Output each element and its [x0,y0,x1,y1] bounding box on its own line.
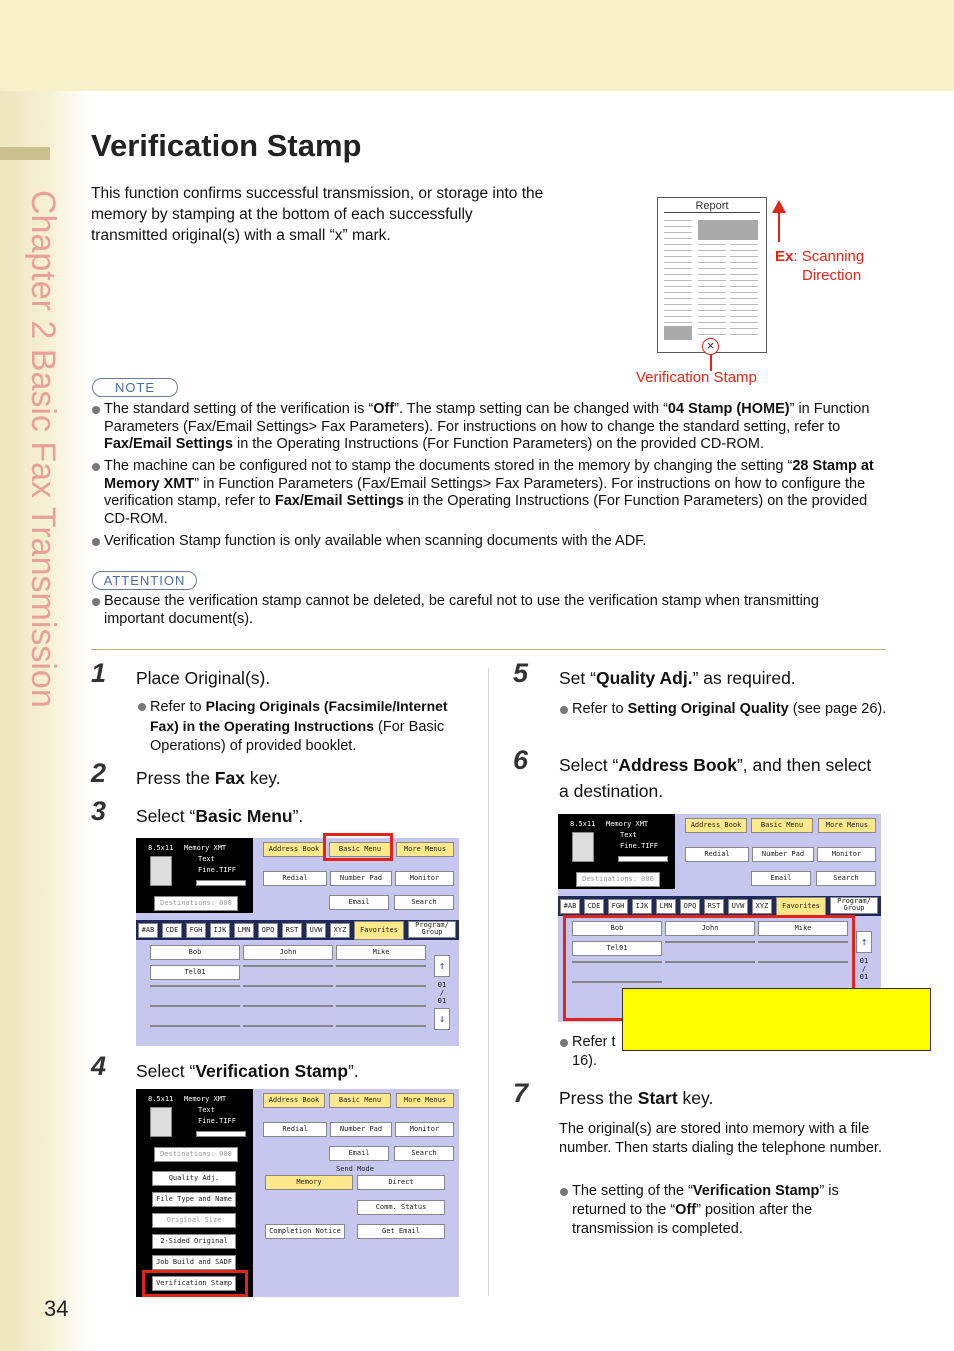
send-mode-label: Send Mode [336,1165,374,1173]
top-band [0,0,954,91]
tab-ijk[interactable]: IJK [632,899,652,914]
note-item: Verification Stamp function is only available when scanning documents with the ADF. [91,533,891,551]
comm-status-button[interactable]: Comm. Status [357,1200,445,1215]
contact-slot[interactable] [336,1025,426,1027]
scroll-down-icon[interactable]: ↓ [434,1008,450,1030]
get-email-button[interactable]: Get Email [357,1224,445,1239]
contact-bob[interactable]: Bob [150,945,240,960]
tab-rst[interactable]: RST [704,899,724,914]
tab-ijk[interactable]: IJK [210,923,230,938]
contact-slot[interactable] [243,1005,333,1007]
ex-text: : Scanning [793,248,865,265]
monitor-button[interactable]: Monitor [395,871,454,886]
highlight-verification-stamp [142,1270,248,1297]
contact-mike[interactable]: Mike [758,921,848,936]
resolution: Fine.TIFF [198,866,236,874]
tab-opq[interactable]: OPQ [680,899,700,914]
tab-opq[interactable]: OPQ [258,923,278,938]
step-text: Place Original(s). [136,668,271,688]
address-book-button[interactable]: Address Book [263,1093,325,1108]
verification-stamp-caption: Verification Stamp [636,369,757,386]
memory-mode: Memory XMT [184,1095,227,1103]
number-pad-button[interactable]: Number Pad [752,847,814,862]
tab-fgh[interactable]: FGH [608,899,628,914]
tab-favorites[interactable]: Favorites [776,897,826,916]
page-indicator: 01 / 01 [859,957,869,981]
screen-send-options [136,1089,459,1297]
contact-slot[interactable] [336,985,426,987]
section-divider [91,649,886,650]
search-button[interactable]: Search [816,871,876,886]
contact-bob[interactable]: Bob [572,921,662,936]
original-size-button[interactable]: Original Size [152,1213,236,1228]
contrast-bar [196,880,246,886]
two-sided-original-button[interactable]: 2-Sided Original [152,1234,236,1249]
monitor-button[interactable]: Monitor [395,1122,454,1137]
note-item: The machine can be configured not to stamp the documents stored in the memory by changing the setting “28 Stamp at Memory XMT” in Function Parameters (Fax/Email Settings> Fax Parameters). For instructions on how to configure the verification stamp, refer to Fax/Email Settings in the Operating Instructions (For Function Parameters) on the provided CD-ROM. [91,458,891,528]
text-mode: Text [198,855,215,863]
paper-size: 8.5x11 [148,1095,174,1103]
column-divider [488,668,489,1296]
page-title: Verification Stamp [91,128,362,163]
search-button[interactable]: Search [394,1146,454,1161]
document-icon [572,832,594,862]
basic-menu-button[interactable]: Basic Menu [329,842,391,857]
step-number: 2 [91,758,107,788]
step-number: 6 [513,745,529,775]
contact-mike[interactable]: Mike [336,945,426,960]
contrast-bar [618,856,668,862]
tab-fgh[interactable]: FGH [186,923,206,938]
more-menus-button[interactable]: More Menus [818,818,876,833]
scroll-up-icon[interactable]: ↑ [856,931,872,953]
redial-button[interactable]: Redial [685,847,749,862]
note-item: The standard setting of the verification is “Off”. The stamp setting can be changed with “04 Stamp (HOME)” in Function Parameters (Fax/Email Settings> Fax Parameters). For instructions on how to change the standard setting, refer to Fax/Email Settings in the Operating Instructions (For Function Parameters) on the provided CD-ROM. [91,401,891,454]
scroll-up-icon[interactable]: ↑ [434,955,450,977]
address-book-button[interactable]: Address Book [263,842,325,857]
report-illustration [657,197,767,353]
number-pad-button[interactable]: Number Pad [330,871,392,886]
quality-adj-button[interactable]: Quality Adj. [152,1171,236,1186]
note-badge: NOTE [92,378,178,397]
tab-uvw[interactable]: UVW [306,923,326,938]
resolution: Fine.TIFF [620,842,658,850]
destinations-counter: Destinations: 000 [576,872,660,887]
highlight-basic-menu [323,833,393,861]
step-number: 3 [91,796,107,826]
arrow-up-icon [772,200,786,213]
job-build-sadf-button[interactable]: Job Build and SADF [152,1255,236,1270]
intro-text: This function confirms successful transmission, or storage into the memory by stamping at the bottom of each successfully transmitted original(s) with a small “x” mark. [91,185,544,244]
memory-send-button[interactable]: Memory [265,1175,353,1190]
chapter-title: Chapter 2 Basic Fax Transmission [24,190,62,708]
contact-tel01[interactable]: Tel01 [572,941,662,956]
basic-menu-button[interactable]: Basic Menu [751,818,813,833]
step-number: 1 [91,658,107,688]
redial-button[interactable]: Redial [263,1122,327,1137]
tab-ab[interactable]: #AB [560,899,580,914]
memory-mode: Memory XMT [184,844,227,852]
program-group-button[interactable]: Program/ Group [408,921,456,938]
redial-button[interactable]: Redial [263,871,327,886]
paper-size: 8.5x11 [570,820,596,828]
tab-lmn[interactable]: LMN [234,923,254,938]
tab-xyz[interactable]: XYZ [330,923,350,938]
attention-badge: ATTENTION [92,571,197,590]
program-group-button[interactable]: Program/ Group [830,897,878,914]
chapter-tab-marker [0,147,50,160]
tab-cde[interactable]: CDE [584,899,604,914]
step-bullet: The setting of the “Verification Stamp” is returned to the “Off” position after the transmission is completed. [560,1182,885,1239]
contact-slot[interactable] [243,1025,333,1027]
tab-favorites[interactable]: Favorites [354,921,404,940]
direct-send-button[interactable]: Direct [357,1175,445,1190]
step-text: Set “Quality Adj.” as required. [559,668,796,688]
screen-basic-menu [136,838,459,1046]
highlight-overlay [622,988,931,1051]
step-number: 5 [513,658,529,688]
destinations-counter: Destinations: 000 [154,1147,238,1162]
more-menus-button[interactable]: More Menus [396,1093,454,1108]
destinations-counter: Destinations: 000 [154,896,238,911]
contact-slot[interactable] [150,1005,240,1007]
contact-john[interactable]: John [665,921,755,936]
paper-size: 8.5x11 [148,844,174,852]
tab-xyz[interactable]: XYZ [752,899,772,914]
tab-rst[interactable]: RST [282,923,302,938]
step-text: Press the Fax key. [136,768,281,788]
file-type-name-button[interactable]: File Type and Name [152,1192,236,1207]
more-menus-button[interactable]: More Menus [396,842,454,857]
document-icon [150,1107,172,1137]
step-text: Select “Basic Menu”. [136,806,304,826]
step-bullet: Refer t 16). [560,1033,620,1071]
search-button[interactable]: Search [394,895,454,910]
tab-lmn[interactable]: LMN [656,899,676,914]
text-mode: Text [198,1106,215,1114]
page-number: 34 [44,1296,69,1321]
step-bullet: Refer to Placing Originals (Facsimile/Internet Fax) in the Operating Instructions (For Basic Operations) of provided booklet. [138,697,468,756]
contact-slot[interactable] [243,985,333,987]
step-body: The original(s) are stored into memory with a file number. Then starts dialing the telephone number. [559,1121,882,1156]
step-text: Select “Verification Stamp”. [136,1061,359,1081]
contact-tel01[interactable]: Tel01 [150,965,240,980]
contact-slot[interactable] [243,965,333,967]
contact-slot[interactable] [336,1005,426,1007]
direction-text: Direction [802,267,862,284]
contact-slot[interactable] [336,965,426,967]
completion-notice-button[interactable]: Completion Notice [265,1224,345,1239]
address-book-button[interactable]: Address Book [685,818,747,833]
page-indicator: 01 / 01 [437,981,447,1005]
tab-cde[interactable]: CDE [162,923,182,938]
verification-stamp-button[interactable]: Verification Stamp [152,1276,236,1291]
contact-slot[interactable] [150,1025,240,1027]
contact-john[interactable]: John [243,945,333,960]
step-text: Select “Address Book”, and then select a destination. [559,755,872,801]
monitor-button[interactable]: Monitor [817,847,876,862]
email-button[interactable]: Email [751,871,811,886]
step-text: Press the Start key. [559,1088,714,1108]
number-pad-button[interactable]: Number Pad [330,1122,392,1137]
email-button[interactable]: Email [329,1146,389,1161]
stamp-mark-icon: × [702,338,719,355]
attention-item: Because the verification stamp cannot be deleted, be careful not to use the verification stamp when transmitting important document(s). [91,593,821,628]
step-number: 4 [91,1051,107,1081]
tab-uvw[interactable]: UVW [728,899,748,914]
step-bullet: Refer to Setting Original Quality (see page 26). [560,700,890,719]
basic-menu-button[interactable]: Basic Menu [329,1093,391,1108]
scan-direction-caption [775,247,864,285]
ex-label: Ex [775,248,794,265]
contrast-bar [196,1131,246,1137]
contact-slot[interactable] [150,985,240,987]
email-button[interactable]: Email [329,895,389,910]
document-icon [150,856,172,886]
scan-direction-arrow [778,210,780,242]
memory-mode: Memory XMT [606,820,649,828]
report-label: Report [695,200,729,212]
text-mode: Text [620,831,637,839]
step-number: 7 [513,1078,529,1108]
resolution: Fine.TIFF [198,1117,236,1125]
tab-ab[interactable]: #AB [138,923,158,938]
